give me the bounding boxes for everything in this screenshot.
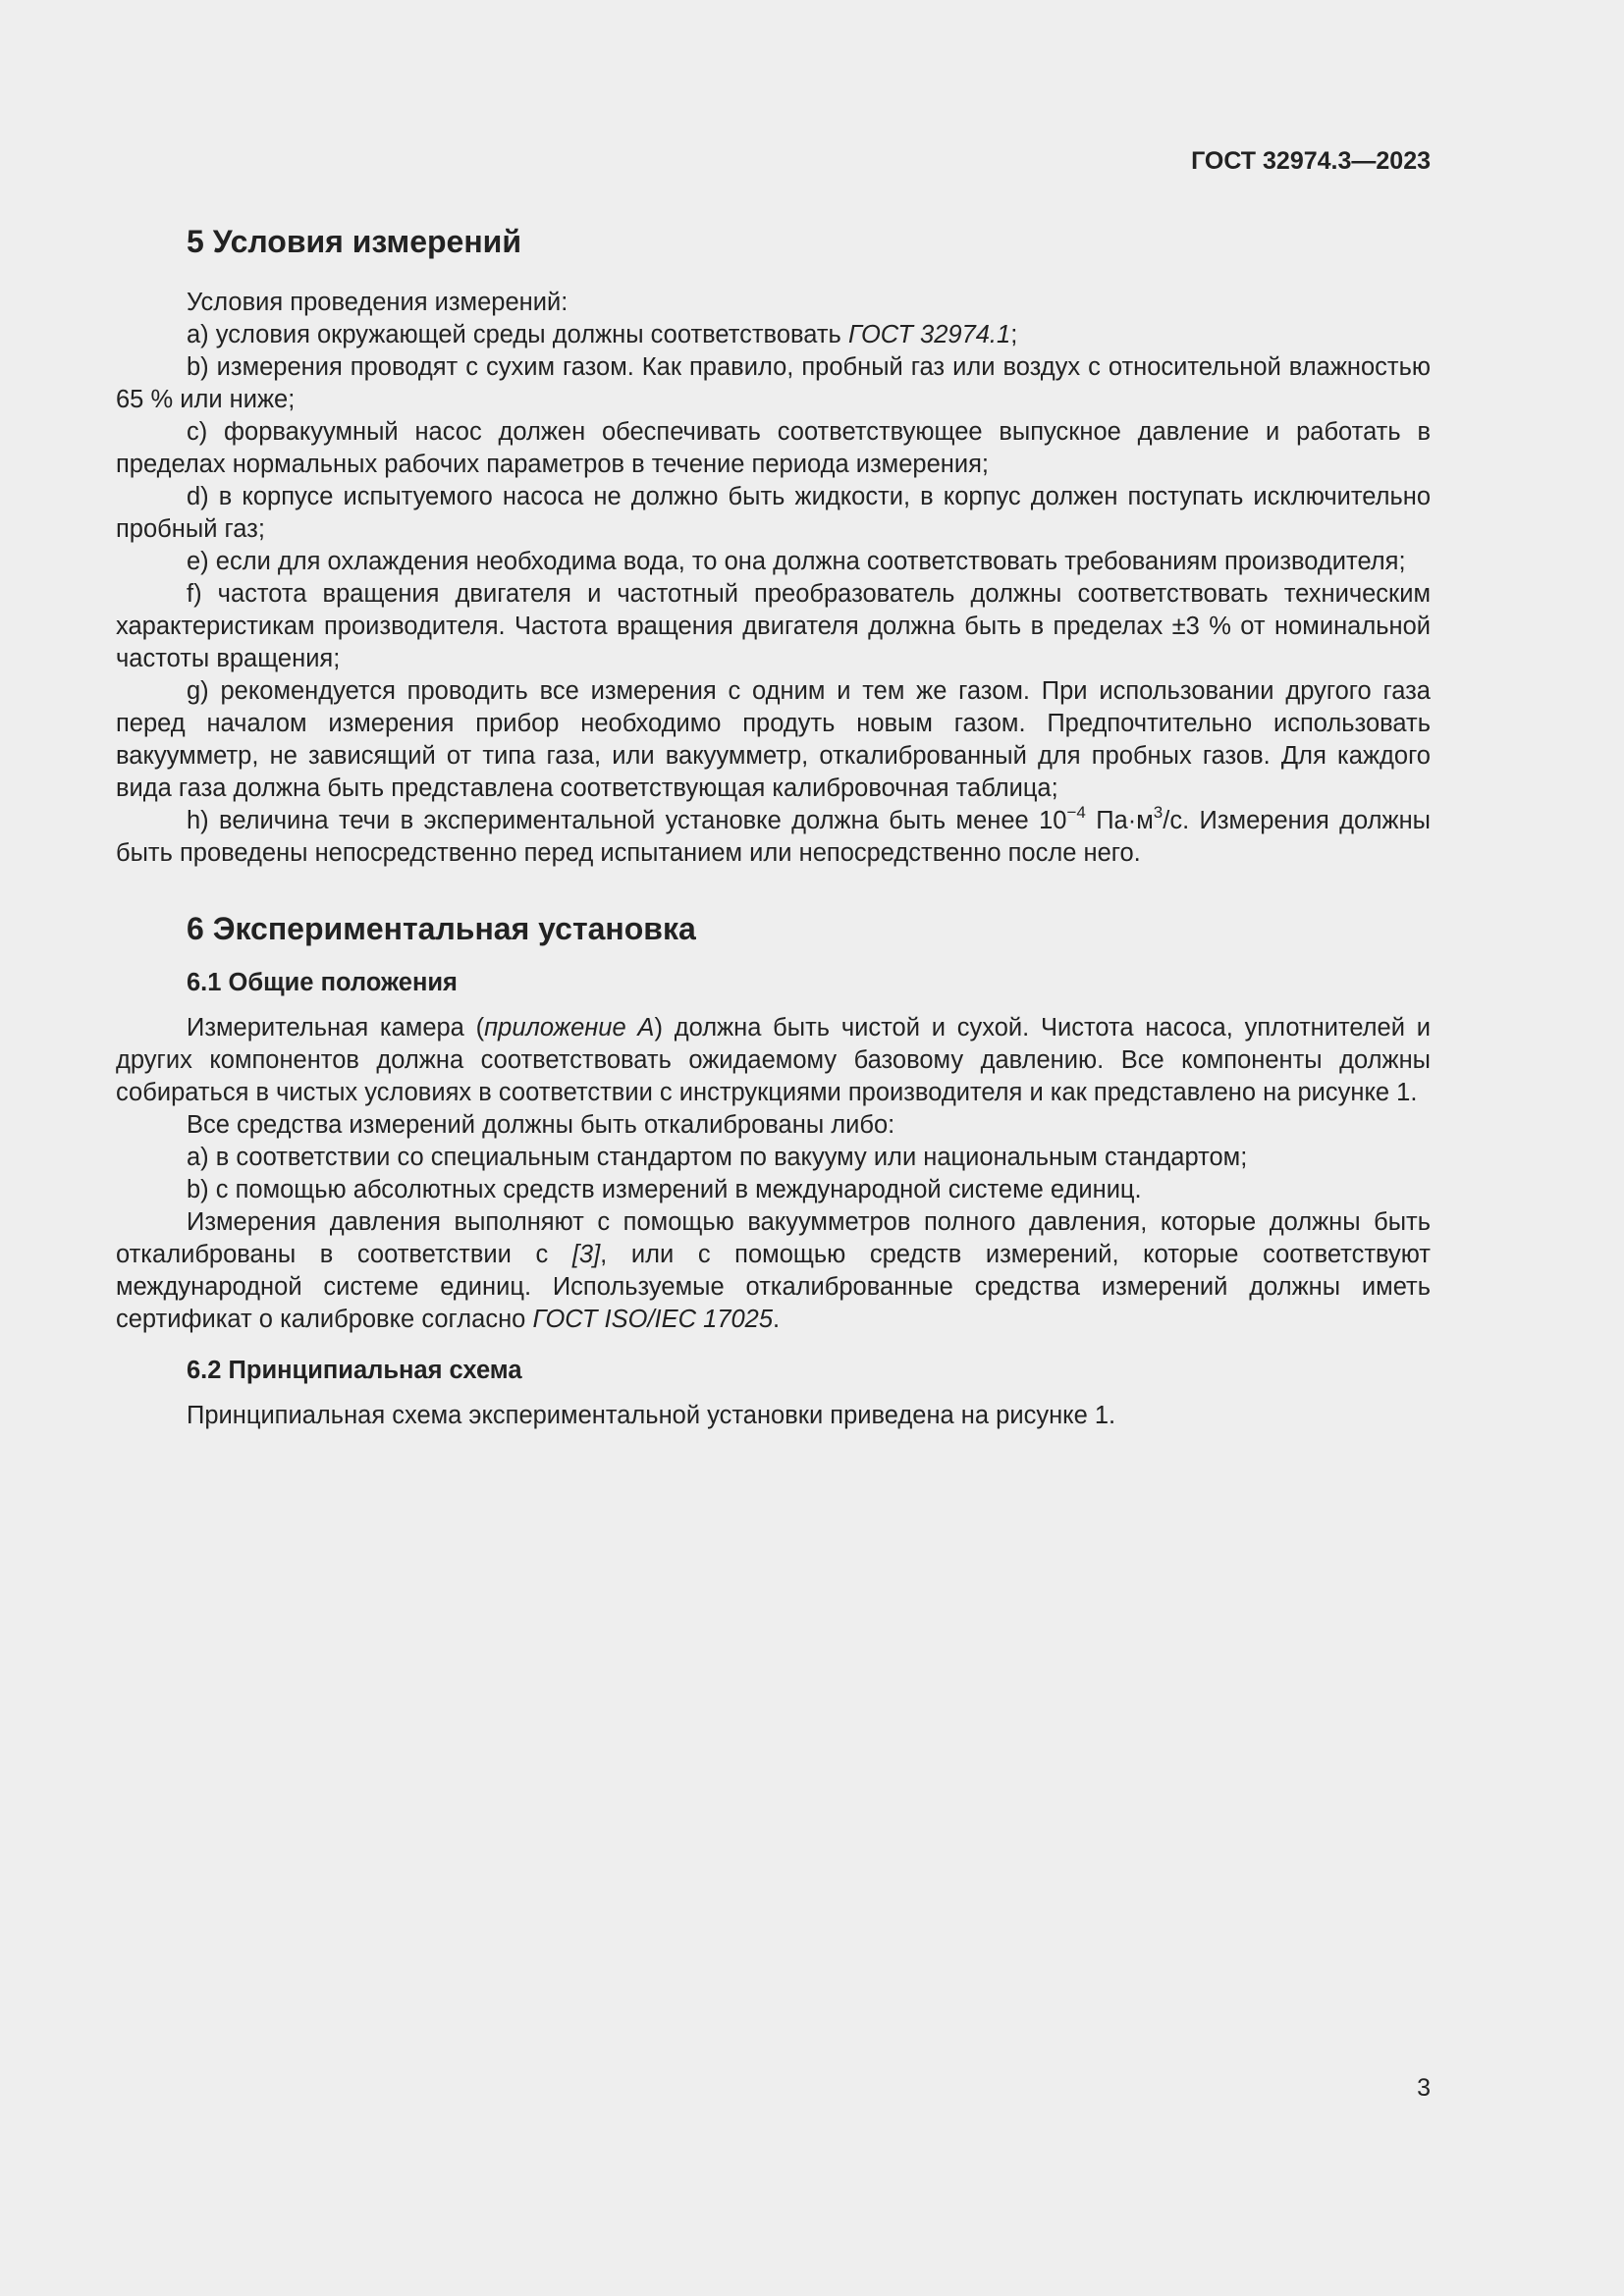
section-5-title: 5 Условия измерений <box>187 224 521 259</box>
subsection-6-1-paragraph-3: Измерения давления выполняют с помощью вакуумметров полного давления, которые должны быть откалиброваны в соответствии с [3], или с помощью средств измерений, которые соответствуют международной системе единиц. Используемые откалиброванные средства измерений должны иметь сертификат о калибровке согласно ГОСТ ISO/IEC 17025. <box>116 1208 1431 1333</box>
annex-reference: приложение А <box>484 1014 655 1041</box>
bibliography-reference: [3] <box>571 1241 601 1268</box>
standard-code: ГОСТ 32974.3—2023 <box>1191 147 1431 175</box>
section-5-item-c: c) форвакуумный насос должен обеспечивать соответствующее выпускное давление и работать в пределах нормальных рабочих параметров в течение периода измерения; <box>116 418 1431 478</box>
gost-reference: ГОСТ 32974.1 <box>847 321 1011 348</box>
section-5-item-f: f) частота вращения двигателя и частотный преобразователь должны соответствовать техническим характеристикам производителя. Частота вращения двигателя должна быть в пределах ±3 % от номинальной частоты вращения; <box>116 580 1431 672</box>
subsection-6-1-paragraph-1: Измерительная камера (приложение А) должна быть чистой и сухой. Чистота насоса, уплотнителей и других компонентов должна соответствовать ожидаемому базовому давлению. Все компоненты должны собираться в чистых условиях в соответствии с инструкциями производителя и как представлено на рисунке 1. <box>116 1014 1431 1106</box>
section-5-item-h: h) величина течи в экспериментальной установке должна быть менее $10^{-4}$ $Па\cdot м^3/с$. Измерения должны быть проведены непосредственно перед испытанием или непосредственно после него. <box>116 803 1431 867</box>
section-5-item-g: g) рекомендуется проводить все измерения с одним и тем же газом. При использовании другого газа перед началом измерения прибор необходимо продуть новым газом. Предпочтительно использовать вакуумметр, не зависящий от типа газа, или вакуумметр, откалиброванный для пробных газов. Для каждого вида газа должна быть представлена соответствующая калибровочная таблица; <box>116 677 1431 802</box>
iso-reference: ГОСТ ISO/IEC 17025 <box>532 1306 774 1333</box>
section-6-title: 6 Экспериментальная установка <box>187 911 696 946</box>
section-5-item-a: a) условия окружающей среды должны соответствовать ГОСТ 32974.1; <box>187 321 1018 348</box>
exponent: −4 <box>1066 803 1086 822</box>
section-5-item-e: e) если для охлаждения необходима вода, то она должна соответствовать требованиям производителя; <box>187 548 1406 575</box>
subsection-6-1-item-a: a) в соответствии со специальным стандартом по вакууму или национальным стандартом; <box>187 1144 1248 1171</box>
subsection-6-2-paragraph: Принципиальная схема экспериментальной установки приведена на рисунке 1. <box>187 1402 1116 1429</box>
subsection-6-1-paragraph-2: Все средства измерений должны быть откалиброваны либо: <box>187 1111 895 1139</box>
section-5-item-d: d) в корпусе испытуемого насоса не должно быть жидкости, в корпус должен поступать исключительно пробный газ; <box>116 483 1431 543</box>
page-content <box>116 222 1431 1432</box>
subsection-6-1-title: 6.1 Общие положения <box>187 969 458 996</box>
section-5-intro: Условия проведения измерений: <box>187 289 568 316</box>
subsection-6-2-title: 6.2 Принципиальная схема <box>187 1357 522 1384</box>
page-number: 3 <box>1417 2074 1431 2102</box>
subsection-6-1-item-b: b) с помощью абсолютных средств измерений в международной системе единиц. <box>187 1176 1142 1203</box>
section-5-item-b: b) измерения проводят с сухим газом. Как правило, пробный газ или воздух с относительной влажностью 65 % или ниже; <box>116 353 1431 413</box>
exponent: 3 <box>1153 803 1164 822</box>
